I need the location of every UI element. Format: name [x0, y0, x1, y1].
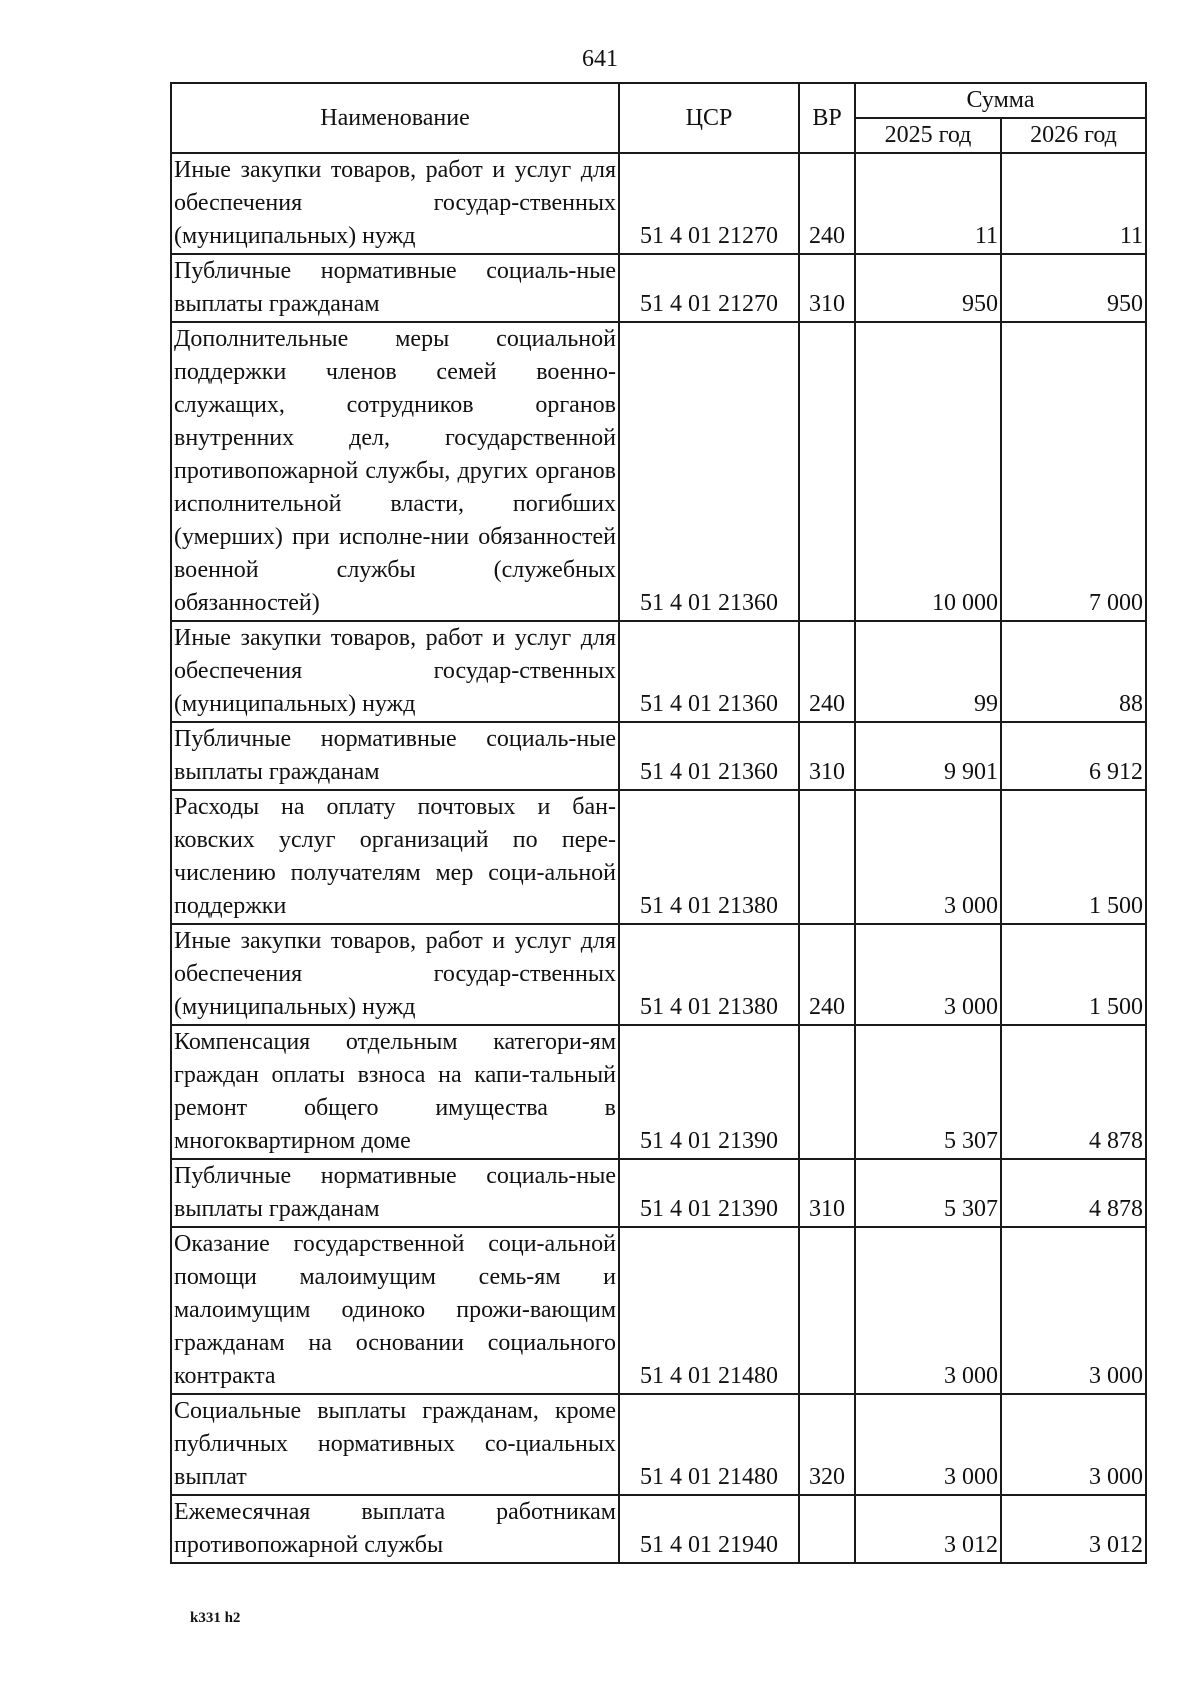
row-vr: 240	[799, 621, 855, 722]
table-row	[171, 153, 1146, 254]
table-row	[171, 1394, 1146, 1495]
row-sum-2026: 7 000	[1001, 322, 1146, 621]
row-csr: 51 4 01 21270	[619, 153, 799, 254]
table-row	[171, 254, 1146, 322]
row-name: Иные закупки товаров, работ и услуг для обеспечения государ-ственных (муниципальных) нужд	[171, 924, 619, 1025]
table-row	[171, 1025, 1146, 1159]
row-name: Публичные нормативные социаль-ные выплаты гражданам	[171, 254, 619, 322]
row-csr: 51 4 01 21380	[619, 790, 799, 924]
row-vr	[799, 790, 855, 924]
row-vr: 310	[799, 722, 855, 790]
row-name: Публичные нормативные социаль-ные выплаты гражданам	[171, 722, 619, 790]
table-row	[171, 924, 1146, 1025]
row-csr: 51 4 01 21360	[619, 621, 799, 722]
row-vr: 240	[799, 924, 855, 1025]
table-row	[171, 722, 1146, 790]
header-year-2025: 2025 год	[855, 118, 1001, 153]
row-name: Социальные выплаты гражданам, кроме публичных нормативных со-циальных выплат	[171, 1394, 619, 1495]
row-name: Иные закупки товаров, работ и услуг для обеспечения государ-ственных (муниципальных) нужд	[171, 621, 619, 722]
row-name: Ежемесячная выплата работникам противопожарной службы	[171, 1495, 619, 1563]
table-row	[171, 1495, 1146, 1563]
row-csr: 51 4 01 21360	[619, 722, 799, 790]
row-sum-2025: 11	[855, 153, 1001, 254]
row-vr: 320	[799, 1394, 855, 1495]
row-name: Иные закупки товаров, работ и услуг для обеспечения государ-ственных (муниципальных) нужд	[171, 153, 619, 254]
row-sum-2026: 3 000	[1001, 1394, 1146, 1495]
row-csr: 51 4 01 21360	[619, 322, 799, 621]
row-sum-2025: 3 012	[855, 1495, 1001, 1563]
row-sum-2026: 1 500	[1001, 924, 1146, 1025]
row-csr: 51 4 01 21390	[619, 1025, 799, 1159]
row-name: Дополнительные меры социальной поддержки членов семей военно-служащих, сотрудников органов внутренних дел, государственной противопожарной службы, других органов исполнительной власти, погибших (умерших) при исполне-нии обязанностей военной службы (служебных обязанностей)	[171, 322, 619, 621]
header-name: Наименование	[171, 83, 619, 153]
row-sum-2026: 88	[1001, 621, 1146, 722]
row-name: Публичные нормативные социаль-ные выплаты гражданам	[171, 1159, 619, 1227]
row-sum-2025: 3 000	[855, 790, 1001, 924]
row-csr: 51 4 01 21480	[619, 1394, 799, 1495]
row-name: Расходы на оплату почтовых и бан-ковских услуг организаций по пере-числению получателям мер соци-альной поддержки	[171, 790, 619, 924]
row-vr: 310	[799, 1159, 855, 1227]
table-body	[171, 153, 1146, 1563]
row-sum-2025: 5 307	[855, 1025, 1001, 1159]
row-csr: 51 4 01 21270	[619, 254, 799, 322]
row-sum-2025: 3 000	[855, 924, 1001, 1025]
row-vr	[799, 1495, 855, 1563]
row-csr: 51 4 01 21940	[619, 1495, 799, 1563]
row-csr: 51 4 01 21480	[619, 1227, 799, 1394]
row-name: Оказание государственной соци-альной помощи малоимущим семь-ям и малоимущим одиноко прожи-вающим гражданам на основании социального контракта	[171, 1227, 619, 1394]
row-vr	[799, 322, 855, 621]
table-row	[171, 790, 1146, 924]
row-vr: 240	[799, 153, 855, 254]
table-row	[171, 1159, 1146, 1227]
row-name: Компенсация отдельным категори-ям граждан оплаты взноса на капи-тальный ремонт общего имущества в многоквартирном доме	[171, 1025, 619, 1159]
table-row	[171, 1227, 1146, 1394]
budget-table	[170, 82, 1147, 1564]
row-sum-2025: 9 901	[855, 722, 1001, 790]
row-sum-2025: 3 000	[855, 1394, 1001, 1495]
row-vr	[799, 1025, 855, 1159]
row-sum-2025: 10 000	[855, 322, 1001, 621]
header-year-2026: 2026 год	[1001, 118, 1146, 153]
header-sum: Сумма	[855, 83, 1146, 118]
row-sum-2026: 4 878	[1001, 1025, 1146, 1159]
table-row	[171, 322, 1146, 621]
header-vr: ВР	[799, 83, 855, 153]
row-sum-2026: 11	[1001, 153, 1146, 254]
row-sum-2025: 99	[855, 621, 1001, 722]
row-vr: 310	[799, 254, 855, 322]
row-sum-2025: 3 000	[855, 1227, 1001, 1394]
row-sum-2026: 4 878	[1001, 1159, 1146, 1227]
page-number: 641	[582, 46, 618, 72]
row-vr	[799, 1227, 855, 1394]
row-sum-2026: 3 000	[1001, 1227, 1146, 1394]
footer-code: k331 h2	[190, 1610, 241, 1626]
header-csr: ЦСР	[619, 83, 799, 153]
row-sum-2025: 950	[855, 254, 1001, 322]
table-row	[171, 621, 1146, 722]
row-sum-2026: 3 012	[1001, 1495, 1146, 1563]
row-sum-2026: 6 912	[1001, 722, 1146, 790]
table-header	[171, 83, 1146, 153]
row-sum-2025: 5 307	[855, 1159, 1001, 1227]
row-csr: 51 4 01 21390	[619, 1159, 799, 1227]
row-sum-2026: 1 500	[1001, 790, 1146, 924]
row-csr: 51 4 01 21380	[619, 924, 799, 1025]
row-sum-2026: 950	[1001, 254, 1146, 322]
